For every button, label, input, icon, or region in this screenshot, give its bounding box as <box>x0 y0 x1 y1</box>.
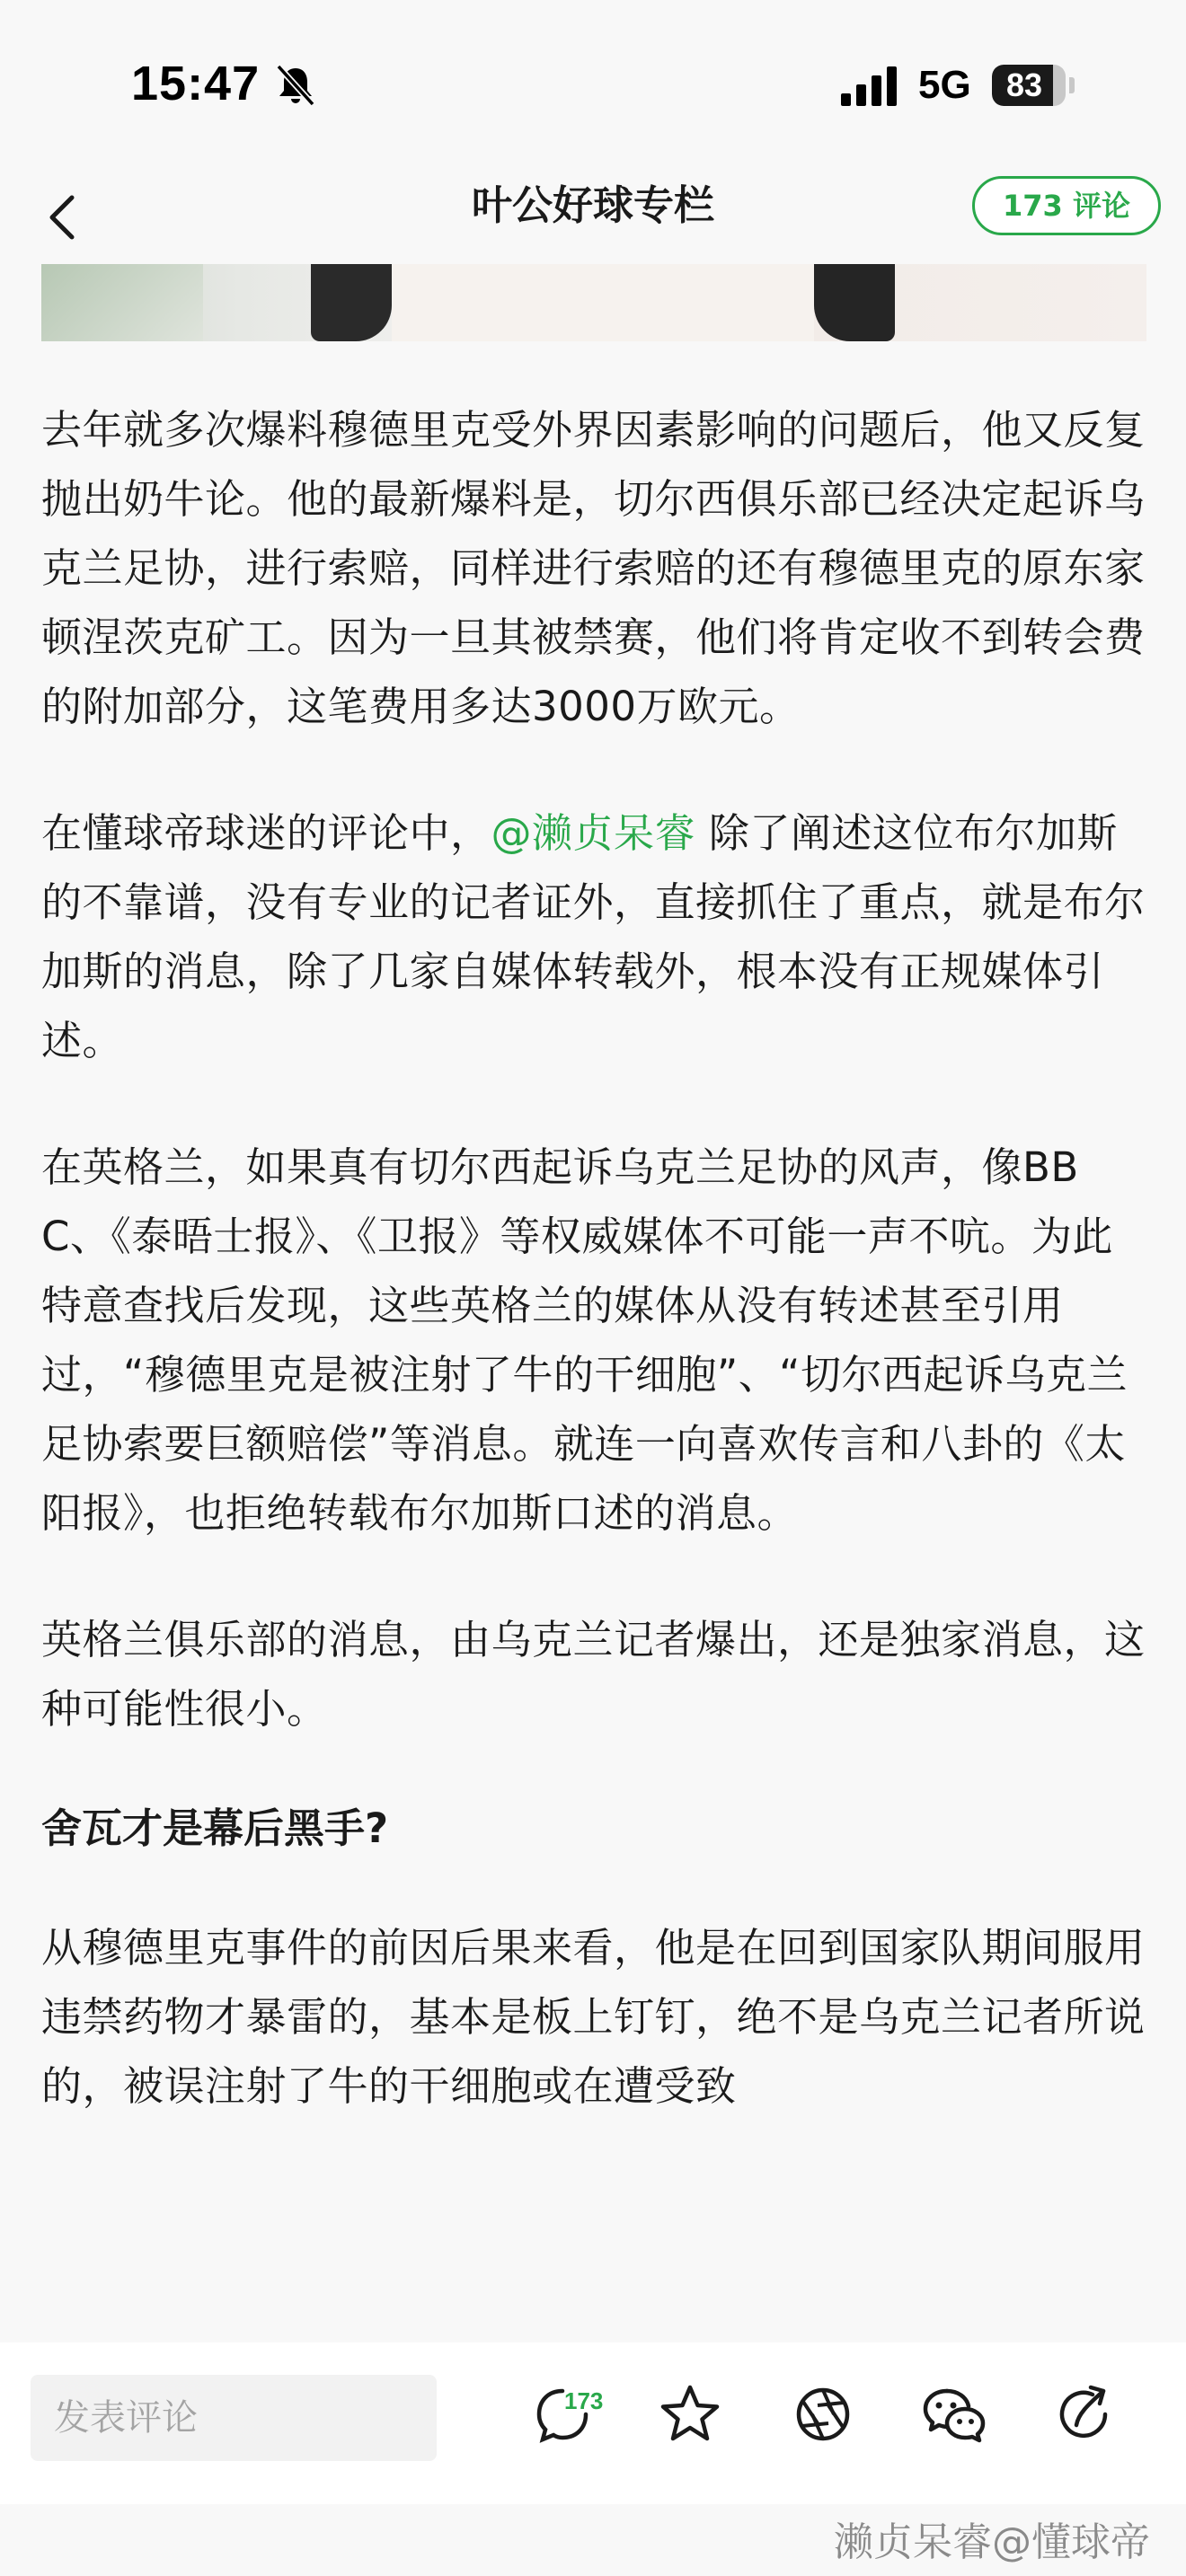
favorite-button[interactable] <box>654 2378 726 2450</box>
paragraph: 在英格兰，如果真有切尔西起诉乌克兰足协的风声，像BBC、《泰晤士报》、《卫报》等权威媒体不可能一声不吭。为此特意查找后发现，这些英格兰的媒体从没有转述甚至引用过，“穆德里克是被注射了牛的干细胞”、“切尔西起诉乌克兰足协索要巨额赔偿”等消息。就连一向喜欢传言和八卦的《太阳报》，也拒绝转载布尔加斯口述的消息。 <box>41 1143 1128 1537</box>
article-body <box>41 395 1146 2121</box>
paragraph: 从穆德里克事件的前因后果来看，他是在回到国家队期间服用违禁药物才暴雷的，基本是板上钉钉，绝不是乌克兰记者所说的，被误注射了牛的干细胞或在遭受致 <box>41 1924 1146 2110</box>
section-heading: 舍瓦才是幕后黑手? <box>41 1804 389 1852</box>
bell-muted-icon <box>271 61 320 110</box>
signal-icon <box>841 66 904 106</box>
comments-count-badge: 173 <box>564 2387 604 2414</box>
status-bar <box>0 0 1186 171</box>
star-icon <box>654 2378 726 2450</box>
back-chevron-icon[interactable] <box>41 189 84 246</box>
aperture-icon <box>787 2378 859 2450</box>
page-title: 叶公好球专栏 <box>471 181 714 229</box>
user-mention-link[interactable]: @濑贞呆睿 <box>491 809 696 857</box>
battery-indicator <box>992 65 1066 106</box>
wechat-icon <box>918 2378 990 2450</box>
share-button[interactable] <box>1049 2378 1121 2450</box>
network-type: 5G <box>918 63 971 107</box>
paragraph <box>41 798 1146 1075</box>
paragraph-text: 除了阐述这位布尔加斯的不靠谱，没有专业的记者证外，直接抓住了重点，就是布尔加斯的消息，除了几家自媒体转载外，根本没有正规媒体引述。 <box>41 809 1146 1064</box>
bottom-action-bar <box>0 2342 1186 2504</box>
share-icon <box>1049 2378 1121 2450</box>
paragraph: 去年就多次爆料穆德里克受外界因素影响的问题后，他又反复抛出奶牛论。他的最新爆料是，切尔西俱乐部已经决定起诉乌克兰足协，进行索赔，同样进行索赔的还有穆德里克的原东家顿涅茨克矿工。因为一旦其被禁赛，他们将肯定收不到转会费的附加部分，这笔费用多达3000万欧元。 <box>41 406 1146 730</box>
nav-bar <box>0 171 1186 264</box>
watermark: 濑贞呆睿@懂球帝 <box>834 2519 1150 2565</box>
comment-count-button[interactable]: 173 评论 <box>972 176 1161 235</box>
battery-cap <box>1069 77 1075 93</box>
moments-share-button[interactable] <box>787 2378 859 2450</box>
status-time: 15:47 <box>131 57 261 110</box>
comment-input[interactable] <box>31 2375 437 2461</box>
paragraph-text: 在懂球帝球迷的评论中， <box>41 809 491 857</box>
paragraph: 英格兰俱乐部的消息，由乌克兰记者爆出，还是独家消息，这种可能性很小。 <box>41 1616 1146 1733</box>
battery-percent: 83 <box>1005 66 1043 103</box>
wechat-share-button[interactable] <box>918 2378 990 2450</box>
article-image <box>41 264 1146 341</box>
